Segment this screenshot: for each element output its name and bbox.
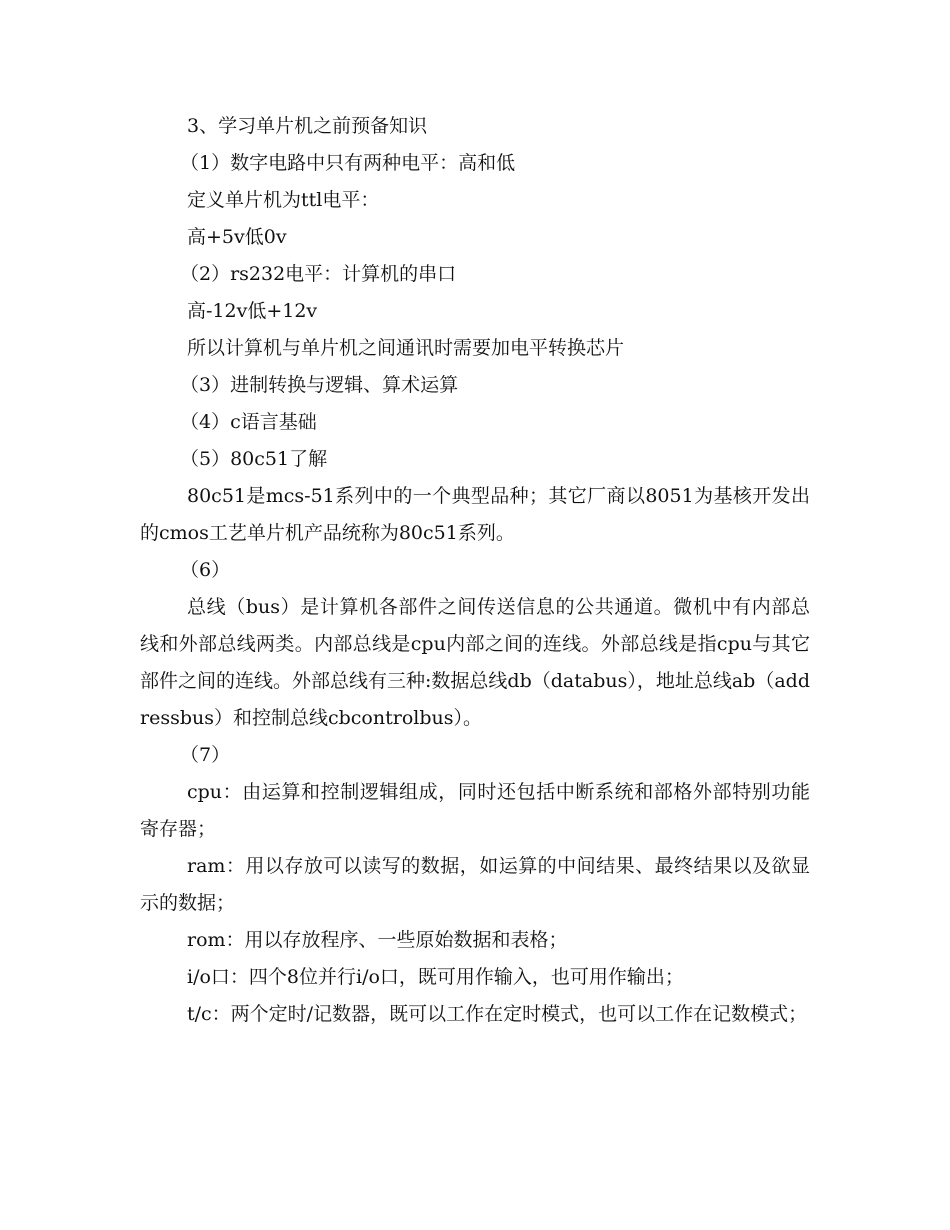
- document-page: [140, 108, 810, 1033]
- paragraph-level-conversion: 所以计算机与单片机之间通讯时需要加电平转换芯片: [187, 337, 625, 359]
- paragraph-item-2: （2）rs232电平：计算机的串口: [180, 263, 457, 285]
- paragraph-rs232-levels: 高-12v低+12v: [187, 300, 318, 322]
- paragraph-ttl-levels: 高+5v低0v: [187, 226, 287, 248]
- paragraph-ttl-definition: 定义单片机为ttl电平：: [187, 189, 380, 211]
- paragraph-item-6: （6）: [180, 559, 231, 581]
- paragraph-item-5: （5）80c51了解: [180, 448, 328, 470]
- section-heading: 3、学习单片机之前预备知识: [187, 115, 428, 137]
- paragraph-rom: rom：用以存放程序、一些原始数据和表格；: [187, 929, 568, 951]
- paragraph-cpu: cpu：由运算和控制逻辑组成，同时还包括中断系统和部格外部特别功能寄存器；: [140, 781, 810, 840]
- paragraph-ram: ram：用以存放可以读写的数据，如运算的中间结果、最终结果以及欲显示的数据；: [140, 855, 810, 914]
- paragraph-80c51-intro: 80c51是mcs-51系列中的一个典型品种；其它厂商以8051为基核开发出的cmos工艺单片机产品统称为80c51系列。: [140, 485, 810, 544]
- paragraph-bus: 总线（bus）是计算机各部件之间传送信息的公共通道。微机中有内部总线和外部总线两类。内部总线是cpu内部之间的连线。外部总线是指cpu与其它部件之间的连线。外部总线有三种:数据总线db（databus），地址总线ab（addressbus）和控制总线cbcontrolbus）。: [140, 596, 810, 729]
- paragraph-item-3: （3）进制转换与逻辑、算术运算: [180, 374, 459, 396]
- paragraph-item-7: （7）: [180, 744, 231, 766]
- paragraph-item-4: （4）c语言基础: [180, 411, 317, 433]
- paragraph-item-1: （1）数字电路中只有两种电平：高和低: [180, 152, 516, 174]
- paragraph-timer-counter: t/c：两个定时/记数器，既可以工作在定时模式，也可以工作在记数模式；: [187, 1003, 808, 1025]
- paragraph-io-port: i/o口：四个8位并行i/o口，既可用作输入，也可用作输出；: [187, 966, 684, 988]
